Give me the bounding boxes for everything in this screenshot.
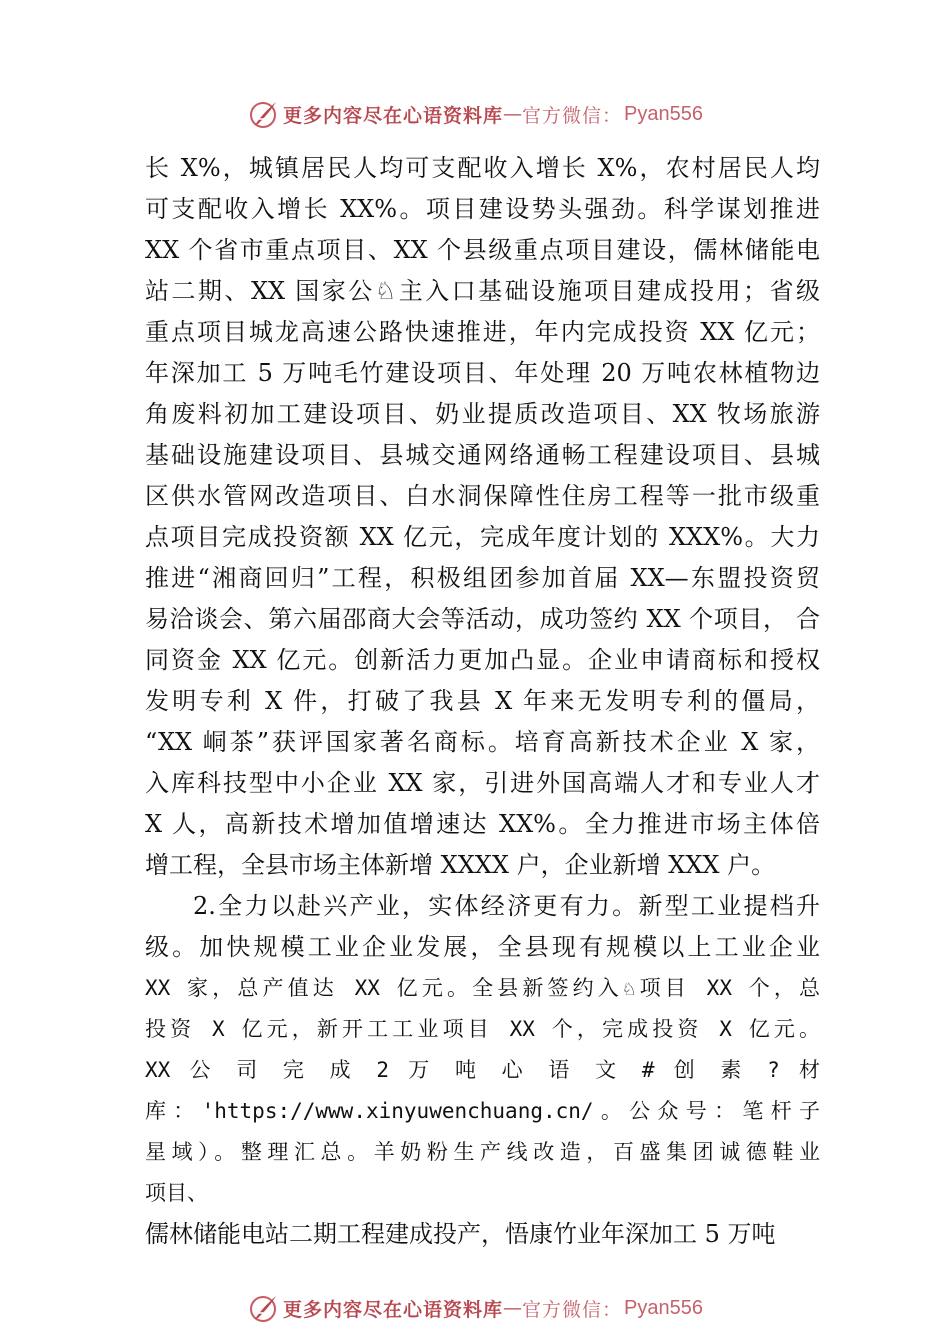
header-watermark	[0, 94, 950, 134]
header-watermark-title: 更多内容尽在心语资料库	[283, 104, 504, 127]
text-line: 星域）。整理汇总。羊奶粉生产线改造，百盛集团诚德鞋业	[145, 1140, 820, 1164]
text-line: 重点项目城龙高速公路快速推进，年内完成投资 XX 亿元；	[145, 318, 820, 346]
text-line: 角废料初加工建设项目、奶业提质改造项目、XX 牧场旅游	[145, 400, 820, 428]
text-line: XX 家，总产值达 XX 亿元。全县新签约入♘项目 XX 个，总	[145, 976, 820, 1000]
text-line: 站二期、XX 国家公♘主入口基础设施项目建成投用；省级	[145, 277, 820, 305]
footer-separator: —	[503, 1297, 523, 1319]
text-line: 推进“湘商回归”工程，积极组团参加首届 XX—东盟投资贸	[145, 564, 820, 592]
text-line: XX 个省市重点项目、XX 个县级重点项目建设，儒林储能电	[145, 236, 820, 264]
quill-logo-icon	[247, 1292, 279, 1324]
text-line: 年深加工 5 万吨毛竹建设项目、年处理 20 万吨农林植物边	[145, 359, 820, 387]
text-line: “XX 峒茶”获评国家著名商标。培育高新技术企业 X 家，	[145, 728, 820, 756]
header-contact-label: 官方微信：	[522, 104, 623, 127]
text-line: XX 公 司 完 成 2 万 吨 心 语 文 # 创 素 ? 材	[145, 1058, 820, 1082]
document-body	[145, 148, 820, 1255]
text-line: 投资 X 亿元，新开工工业项目 XX 个，完成投资 X 亿元。	[145, 1017, 820, 1041]
text-line: 项目、	[145, 1181, 208, 1205]
text-line: 入库科技型中小企业 XX 家，引进外国高端人才和专业人才	[145, 769, 820, 797]
quill-logo-icon	[247, 98, 279, 130]
header-wechat-id: Pyan556	[624, 102, 703, 125]
text-line: 发明专利 X 件，打破了我县 X 年来无发明专利的僵局，	[145, 687, 820, 715]
footer-contact-label: 官方微信：	[522, 1298, 623, 1321]
footer-watermark-title: 更多内容尽在心语资料库	[283, 1298, 504, 1321]
text-line: 同资金 XX 亿元。创新活力更加凸显。企业申请商标和授权	[145, 646, 820, 674]
text-line: 基础设施建设项目、县城交通网络通畅工程建设项目、县城	[145, 441, 820, 469]
text-line: X 人，高新技术增加值增速达 XX%。全力推进市场主体倍	[145, 810, 820, 838]
text-line: 级。加快规模工业企业发展，全县现有规模以上工业企业	[145, 933, 820, 961]
text-line: 库：'https://www.xinyuwenchuang.cn/。公众号：笔杆子	[145, 1099, 820, 1123]
paragraph-heading-line: 2.全力以赴兴产业，实体经济更有力。新型工业提档升	[193, 892, 820, 920]
text-line: 易洽谈会、第六届邵商大会等活动，成功签约 XX 个项目， 合	[145, 605, 820, 633]
text-line: 区供水管网改造项目、白水洞保障性住房工程等一批市级重	[145, 482, 820, 510]
footer-watermark	[0, 1288, 950, 1328]
text-line: 点项目完成投资额 XX 亿元，完成年度计划的 XXX%。大力	[145, 523, 820, 551]
text-line: 增工程，全县市场主体新增 XXXX 户，企业新增 XXX 户。	[145, 851, 776, 879]
text-line: 长 X%，城镇居民人均可支配收入增长 X%，农村居民人均	[145, 154, 820, 182]
text-line: 可支配收入增长 XX%。项目建设势头强劲。科学谋划推进	[145, 195, 820, 223]
footer-wechat-id: Pyan556	[624, 1296, 703, 1319]
text-line: 儒林储能电站二期工程建成投产，悟康竹业年深加工 5 万吨	[145, 1220, 776, 1248]
header-separator: —	[503, 103, 523, 125]
